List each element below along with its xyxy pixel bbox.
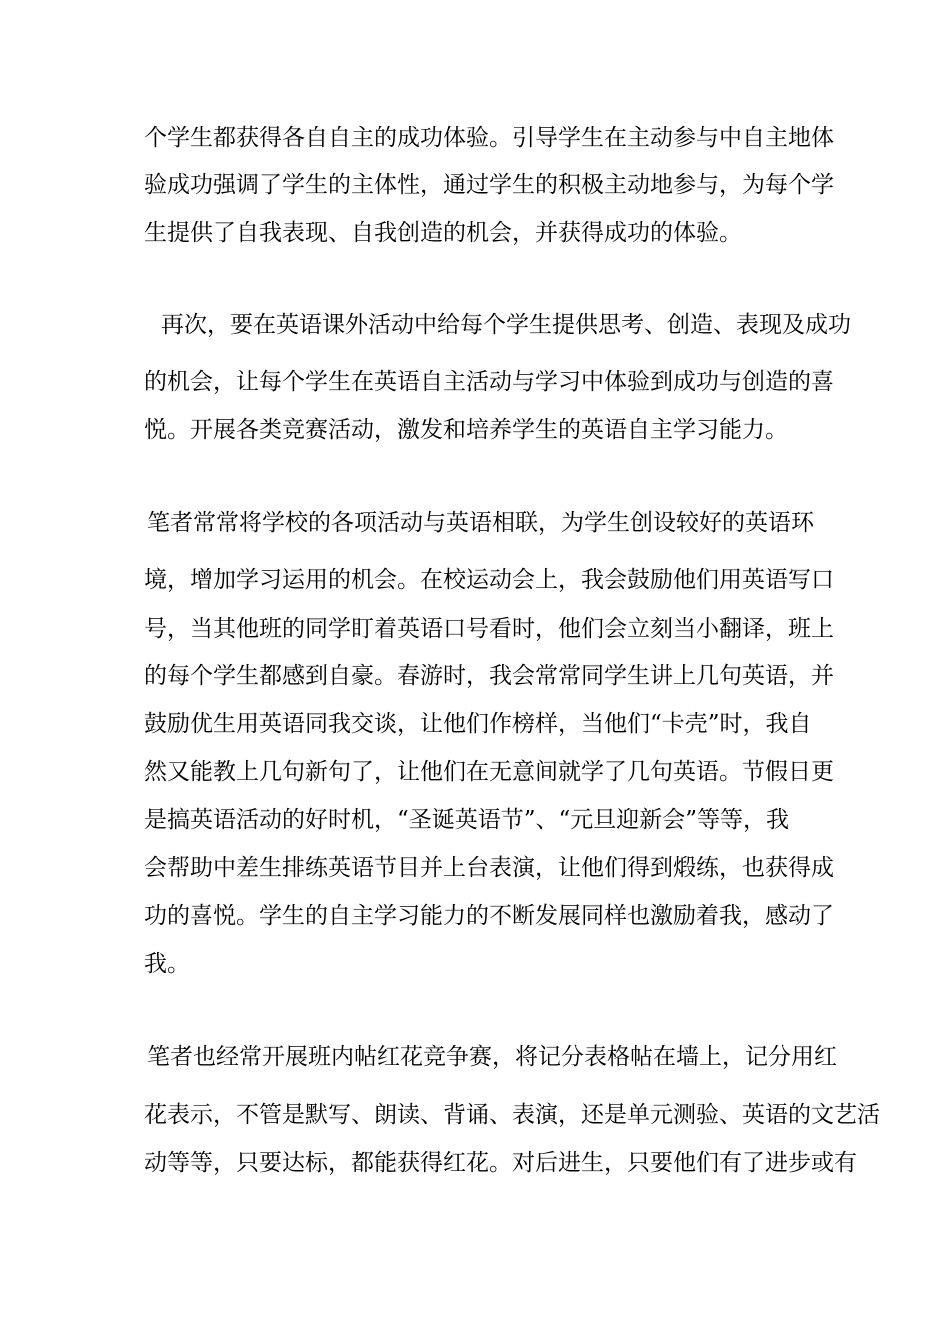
text-line: 会帮助中差生排练英语节目并上台表演，让他们得到煅练，也获得成 [144, 855, 834, 881]
text-line: 境，增加学习运用的机会。在校运动会上，我会鼓励他们用英语写口 [144, 567, 834, 593]
text-line: 然又能教上几句新句了，让他们在无意间就学了几句英语。节假日更 [144, 759, 834, 785]
text-line: 悦。开展各类竞赛活动，激发和培养学生的英语自主学习能力。 [144, 417, 788, 443]
text-line: 验成功强调了学生的主体性，通过学生的积极主动地参与，为每个学 [144, 172, 834, 198]
text-line: 笔者也经常开展班内帖红花竞争赛，将记分表格帖在墙上，记分用红 [147, 1044, 837, 1070]
text-line: 功的喜悦。学生的自主学习能力的不断发展同样也激励着我，感动了 [144, 903, 834, 929]
text-line: 的每个学生都感到自豪。春游时，我会常常同学生讲上几句英语，并 [144, 663, 834, 689]
text-line: 鼓励优生用英语同我交谈，让他们作榜样，当他们“卡壳”时，我自 [144, 711, 812, 737]
text-line: 是搞英语活动的好时机，“圣诞英语节”、“元旦迎新会”等等，我 [144, 807, 790, 833]
text-line: 花表示，不管是默写、朗读、背诵、表演，还是单元测验、英语的文艺活 [144, 1102, 880, 1128]
text-line: 再次，要在英语课外活动中给每个学生提供思考、创造、表现及成功 [161, 312, 851, 338]
text-line: 我。 [144, 951, 190, 977]
text-line: 生提供了自我表现、自我创造的机会，并获得成功的体验。 [144, 220, 742, 246]
text-line: 动等等，只要达标，都能获得红花。对后进生，只要他们有了进步或有 [144, 1150, 857, 1176]
text-line: 的机会，让每个学生在英语自主活动与学习中体验到成功与创造的喜 [144, 369, 834, 395]
text-line: 笔者常常将学校的各项活动与英语相联，为学生创设较好的英语环 [147, 510, 814, 536]
text-line: 号，当其他班的同学盯着英语口号看时，他们会立刻当小翻译，班上 [144, 616, 834, 642]
text-line: 个学生都获得各自自主的成功体验。引导学生在主动参与中自主地体 [144, 125, 834, 151]
